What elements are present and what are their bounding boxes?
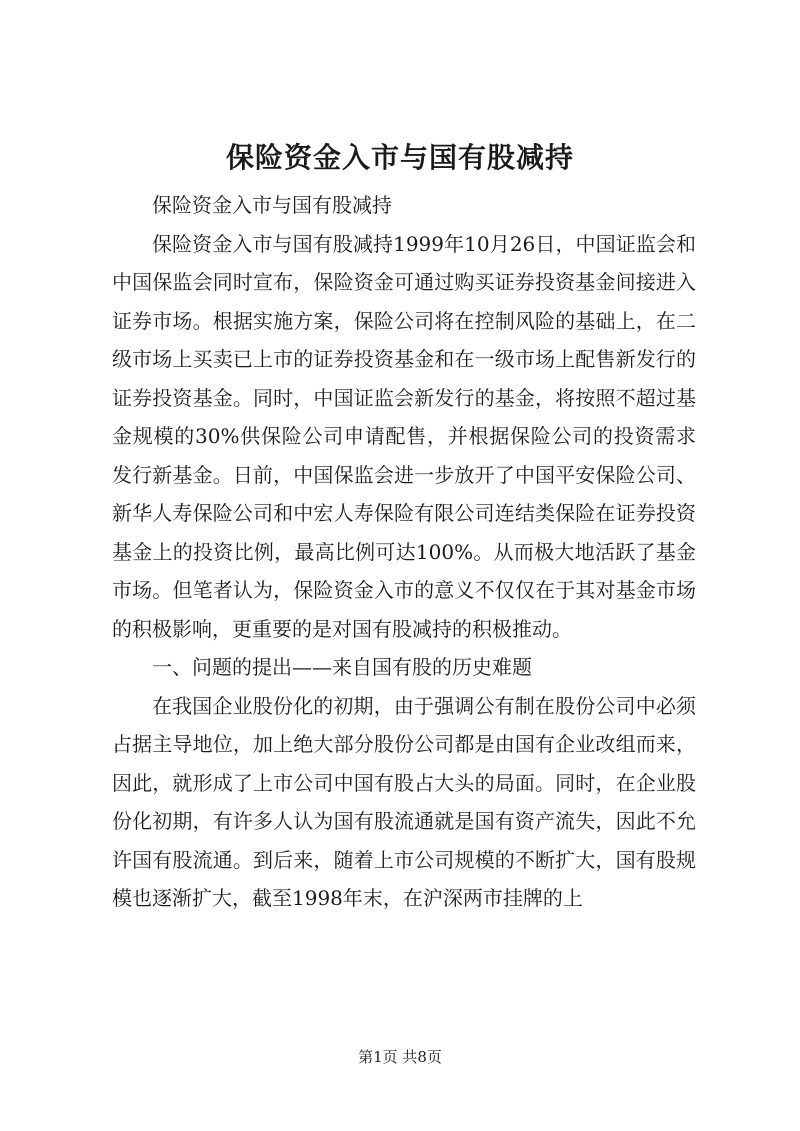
page-footer: 第1页 共8页 — [358, 1048, 442, 1066]
section-heading: 一、问题的提出——来自国有股的历史难题 — [152, 655, 532, 679]
document-title: 保险资金入市与国有股减持 — [225, 141, 574, 174]
paragraph-subtitle: 保险资金入市与国有股减持 — [152, 193, 392, 217]
paragraph-history: 在我国企业股份化的初期，由于强调公有制在股份公司中必须占据主导地位，加上绝大部分股份公司都是由国有企业改组而来，因此，就形成了上市公司中国有股占大头的局面。同时，在企业股份化初期，有许多人认为国有股流通就是国有资产流失，因此不允许国有股流通。到后来，随着上市公司规模的不断扩大，国有股规模也逐渐扩大，截至1998年末，在沪深两市挂牌的上 — [112, 693, 696, 910]
document-body — [112, 186, 696, 918]
paragraph-intro: 保险资金入市与国有股减持1999年10月26日，中国证监会和中国保监会同时宣布，保险资金可通过购买证券投资基金间接进入证券市场。根据实施方案，保险公司将在控制风险的基础上，在二级市场上买卖已上市的证券投资基金和在一级市场上配售新发行的证券投资基金。同时，中国证监会新发行的基金，将按照不超过基金规模的30%供保险公司申请配售，并根据保险公司的投资需求发行新基金。日前，中国保监会进一步放开了中国平安保险公司、新华人寿保险公司和中宏人寿保险有限公司连结类保险在证券投资基金上的投资比例，最高比例可达100%。从而极大地活跃了基金市场。但笔者认为，保险资金入市的意义不仅仅在于其对基金市场的积极影响，更重要的是对国有股减持的积极推动。 — [112, 231, 696, 641]
